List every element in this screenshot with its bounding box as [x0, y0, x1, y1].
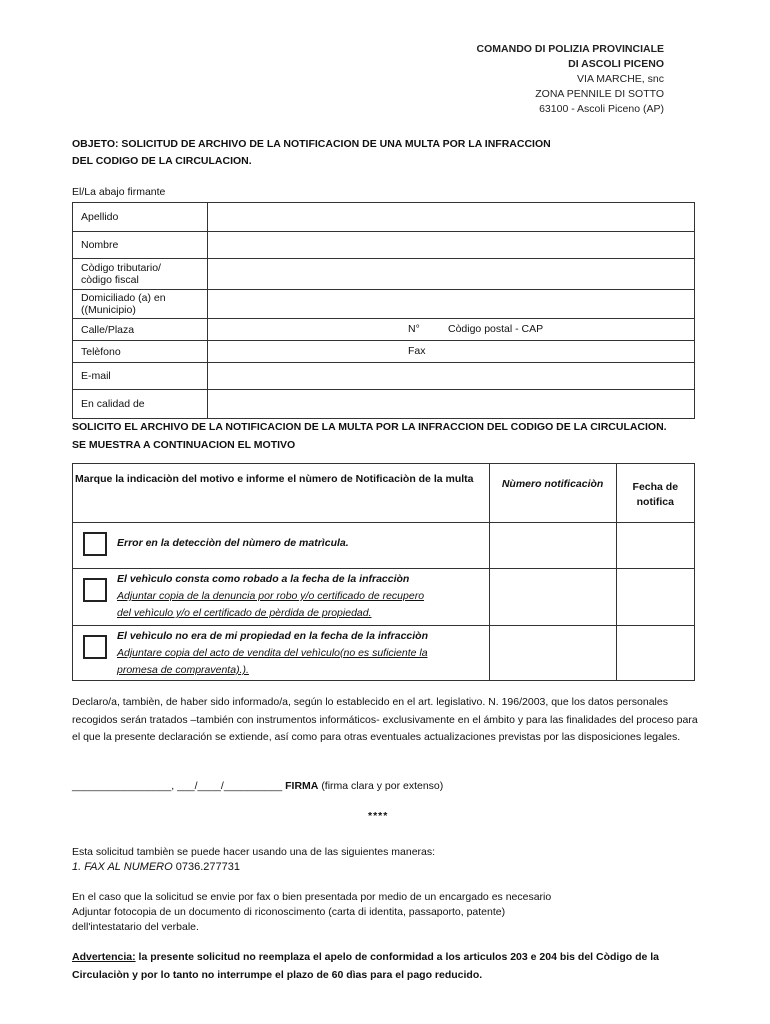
- address-line: ZONA PENNILE DI SOTTO: [535, 88, 664, 100]
- address-line: COMANDO DI POLIZIA PROVINCIALE: [476, 43, 664, 55]
- alternatives: [72, 845, 435, 875]
- notification-date-field[interactable]: [616, 569, 694, 626]
- notification-number-field[interactable]: [489, 626, 616, 681]
- notification-date-field[interactable]: [616, 523, 694, 569]
- subject-line: DEL CODIGO DE LA CIRCULACION.: [72, 155, 252, 167]
- number-header: Nùmero notificaciòn: [489, 464, 616, 523]
- field-telefono[interactable]: [208, 341, 695, 363]
- field-domicilio[interactable]: [208, 290, 695, 319]
- recipient-address: [477, 42, 664, 117]
- signature-note: (firma clara y por extenso): [321, 780, 444, 792]
- motive-checkbox[interactable]: [83, 578, 107, 602]
- field-nombre[interactable]: [208, 232, 695, 259]
- motive-header: Marque la indicaciòn del motivo e informe el nùmero de Notificaciòn de la multa: [73, 464, 490, 523]
- label-domicilio: [73, 290, 208, 319]
- separator-stars: ****: [368, 810, 389, 822]
- field-apellido[interactable]: [208, 203, 695, 232]
- notification-number-field[interactable]: [489, 523, 616, 569]
- motive-checkbox[interactable]: [83, 635, 107, 659]
- label-line: còdigo fiscal: [81, 274, 139, 286]
- signature-blanks[interactable]: _________________, ___/____/__________: [72, 780, 283, 792]
- request-line: SE MUESTRA A CONTINUACION EL MOTIVO: [72, 439, 296, 451]
- checkbox-cell: [73, 523, 118, 569]
- field-calidad[interactable]: [208, 390, 695, 419]
- motive-row: [73, 569, 695, 626]
- checkbox-cell: [73, 569, 118, 626]
- envoy-line: En el caso que la solicitud se envie por fax o bien presentada por medio de un encargado es necesario: [72, 891, 552, 903]
- motive-checkbox[interactable]: [83, 532, 107, 556]
- request-statement: [72, 418, 667, 454]
- field-codigo-fiscal[interactable]: [208, 259, 695, 290]
- motive-row: [73, 626, 695, 681]
- label-codigo-fiscal: [73, 259, 208, 290]
- label-email: E-mail: [73, 363, 208, 390]
- label-apellido: Apellido: [73, 203, 208, 232]
- warning-text: la presente solicitud no reemplaza el apelo de conformidad a los articulos 203 e 204 bis del Còdigo de la Circulaciòn y por lo tanto no interrumpe el plazo de 60 dìas para el pago reducido.: [72, 951, 660, 981]
- envoy-line: dell'intestatario del verbale.: [72, 921, 199, 933]
- motive-text: [117, 626, 489, 681]
- label-calle: Calle/Plaza: [73, 319, 208, 341]
- request-line: SOLICITO EL ARCHIVO DE LA NOTIFICACION DE LA MULTA POR LA INFRACCION DEL CODIGO DE LA CIRCULACION.: [72, 421, 667, 433]
- motive-table: [72, 463, 695, 681]
- notification-number-field[interactable]: [489, 569, 616, 626]
- label-fax: Fax: [408, 345, 426, 357]
- subject: [72, 136, 551, 170]
- label-line: ((Municipio): [81, 304, 136, 316]
- motive-text: [117, 523, 489, 569]
- address-line: DI ASCOLI PICENO: [568, 58, 664, 70]
- personal-data-form: [72, 202, 695, 419]
- motive-row: [73, 523, 695, 569]
- signer-label: El/La abajo firmante: [72, 186, 166, 198]
- fax-number: 0736.277731: [175, 861, 240, 873]
- envoy-line: Adjuntar fotocopia de un documento di riconoscimento (carta di identita, passaporto, patente): [72, 906, 506, 918]
- alternatives-intro: Esta solicitud tambièn se puede hacer usando una de las siguientes maneras:: [72, 846, 436, 858]
- motive-note: Adjuntar copia de la denuncia por robo y/o certificado de recupero: [117, 590, 425, 602]
- motive-title: Error en la detecciòn del nùmero de matrìcula.: [117, 537, 349, 549]
- motive-title: El vehìculo consta como robado a la fecha de la infracciòn: [117, 573, 410, 585]
- motive-text: [117, 569, 489, 626]
- field-email[interactable]: [208, 363, 695, 390]
- privacy-declaration: Declaro/a, tambièn, de haber sido informado/a, según lo establecido en el art. legislativo. N. 196/2003, que los datos personales recogidos serán tratados –también con instrumentos informáticos- exclusivamente en el ámbito y para las finalidades del proceso para el que la presente declaración se extiende, así como para otras eventuales actualizaciones previstas por las disposiciones legales.: [72, 696, 698, 743]
- signature-line: [72, 780, 443, 792]
- motive-note: promesa de compraventa).).: [117, 664, 249, 676]
- label-line: Còdigo tributario/: [81, 262, 161, 274]
- warning-label: Advertencia:: [72, 951, 136, 963]
- signature-label: FIRMA: [285, 780, 319, 792]
- fax-prefix: 1. FAX AL NUMERO: [72, 861, 173, 873]
- subject-line: OBJETO: SOLICITUD DE ARCHIVO DE LA NOTIFICACION DE UNA MULTA POR LA INFRACCION: [72, 138, 551, 150]
- checkbox-cell: [73, 626, 118, 681]
- label-numero: N°: [408, 323, 420, 335]
- field-calle[interactable]: [208, 319, 695, 341]
- motive-note: del vehìculo y/o el certificado de pèrdida de propiedad.: [117, 607, 372, 619]
- address-line: 63100 - Ascoli Piceno (AP): [539, 103, 664, 115]
- notification-date-field[interactable]: [616, 626, 694, 681]
- warning: [72, 948, 712, 984]
- label-nombre: Nombre: [73, 232, 208, 259]
- label-telefono: Telèfono: [73, 341, 208, 363]
- label-cap: Còdigo postal - CAP: [448, 323, 544, 335]
- date-header-text: Fecha de notifica: [632, 481, 679, 508]
- motive-title: El vehìculo no era de mi propiedad en la fecha de la infracciòn: [117, 630, 429, 642]
- label-line: Domiciliado (a) en: [81, 292, 166, 304]
- address-line: VIA MARCHE, snc: [577, 73, 664, 85]
- fax-line: [72, 860, 435, 875]
- motive-note: Adjuntare copia del acto de vendita del vehìculo(no es suficiente la: [117, 647, 428, 659]
- date-header: [616, 464, 694, 523]
- label-calidad: En calidad de: [73, 390, 208, 419]
- envoy-instructions: [72, 890, 551, 935]
